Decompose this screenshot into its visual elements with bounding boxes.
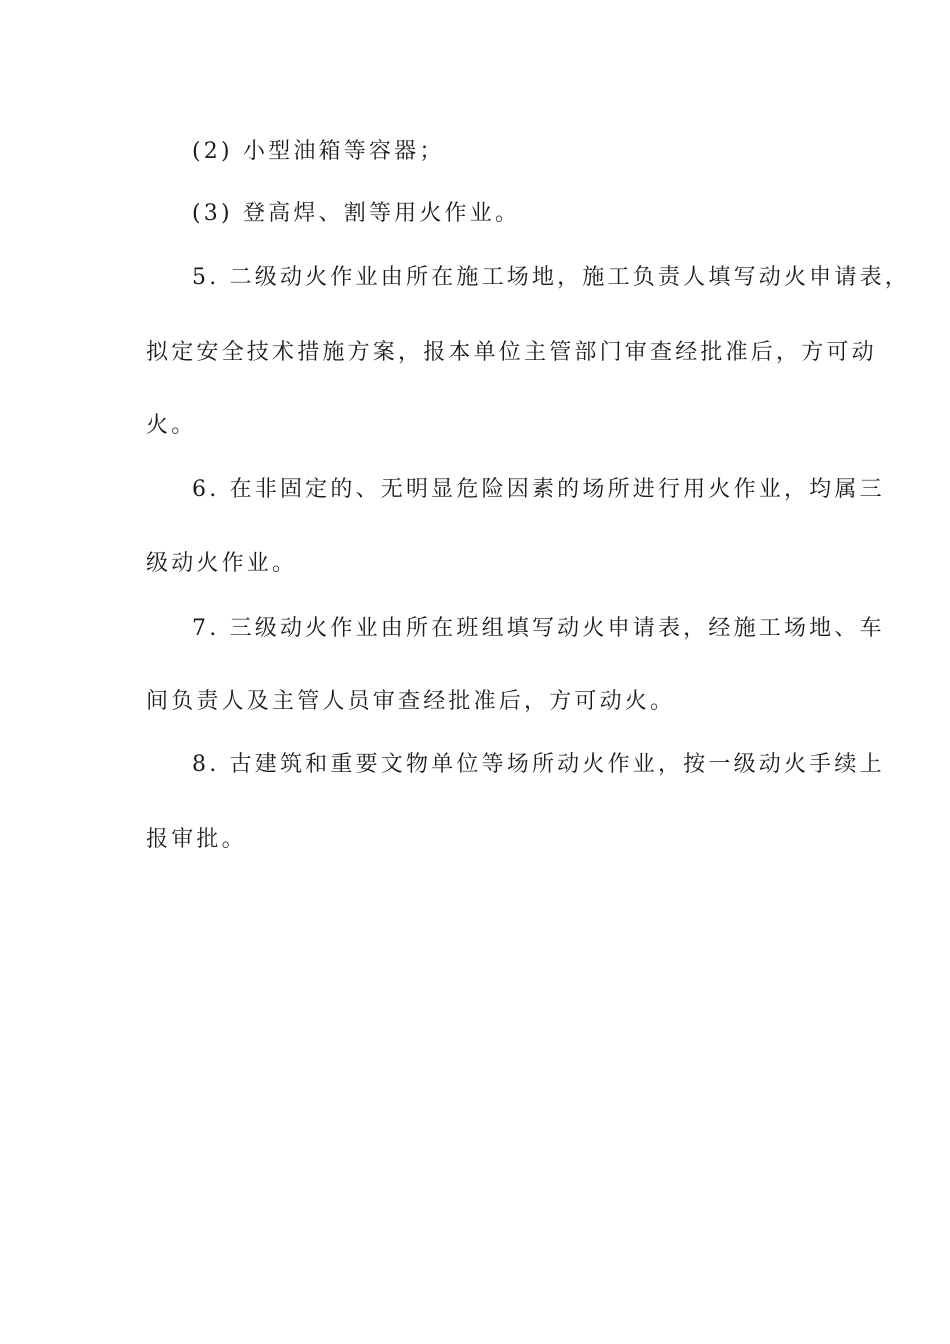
paragraph-5-line-3: 火。 <box>146 413 197 438</box>
paragraph-6-line-2: 级动火作业。 <box>146 551 298 576</box>
paragraph-7-line-1: 7. 三级动火作业由所在班组填写动火申请表，经施工场地、车 <box>192 616 885 641</box>
paragraph-6-line-1: 6. 在非固定的、无明显危险因素的场所进行用火作业，均属三 <box>192 477 885 502</box>
paragraph-7-line-2: 间负责人及主管人员审查经批准后，方可动火。 <box>146 689 676 714</box>
paragraph-8-line-1: 8. 古建筑和重要文物单位等场所动火作业，按一级动火手续上 <box>192 752 885 777</box>
paragraph-5-line-2: 拟定安全技术措施方案，报本单位主管部门审查经批准后，方可动 <box>146 340 877 365</box>
list-item-2: (2) 小型油箱等容器； <box>192 139 445 164</box>
paragraph-5-line-1: 5. 二级动火作业由所在施工场地，施工负责人填写动火申请表， <box>192 265 910 290</box>
list-item-3: (3) 登高焊、割等用火作业。 <box>192 201 521 226</box>
paragraph-8-line-2: 报审批。 <box>146 827 247 852</box>
